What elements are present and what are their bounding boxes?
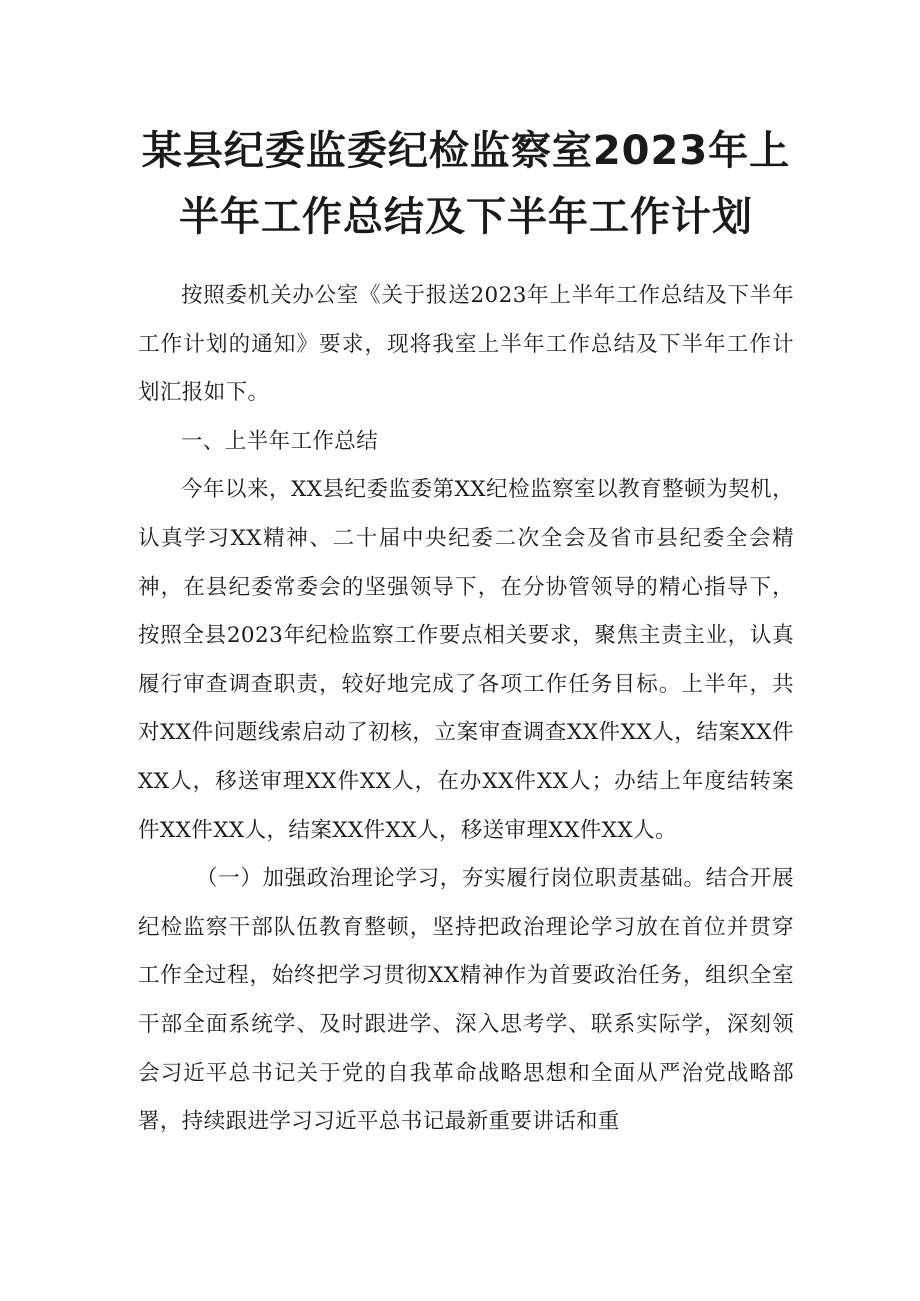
section-1-heading: 一、上半年工作总结 [181,428,379,454]
section-1-body: 今年以来，XX县纪委监委第XX纪检监察室以教育整顿为契机，认真学习XX精神、二十届中央纪委二次全会及省市县纪委全会精神，在县纪委常委会的坚强领导下，在分协管领导的精心指导下，按照全县2023年纪检监察工作要点相关要求，聚焦主责主业，认真履行审查调查职责，较好地完成了各项工作任务目标。上半年，共对XX件问题线索启动了初核，立案审查调查XX件XX人，结案XX件XX人，移送审理XX件XX人，在办XX件XX人；办结上年度结转案件XX件XX人，结案XX件XX人，移送审理XX件XX人。 [138,477,794,843]
document-title [128,118,804,250]
subsection-1-paragraph: （一）加强政治理论学习，夯实履行岗位职责基础。结合开展纪检监察干部队伍教育整顿，坚持把政治理论学习放在首位并贯穿工作全过程，始终把学习贯彻XX精神作为首要政治任务，组织全室干部全面系统学、及时跟进学、深入思考学、联系实际学，深刻领会习近平总书记关于党的自我革命战略思想和全面从严治党战略部署，持续跟进学习习近平总书记最新重要讲话和重 [138,866,794,1135]
intro-paragraph: 按照委机关办公室《关于报送2023年上半年工作总结及下半年工作计划的通知》要求，现将我室上半年工作总结及下半年工作计划汇报如下。 [138,283,794,406]
document-page [138,118,794,1147]
title-line-1: 某县纪委监委纪检监察室2023年上 [141,128,791,174]
title-line-2: 半年工作总结及下半年工作计划 [179,194,753,240]
